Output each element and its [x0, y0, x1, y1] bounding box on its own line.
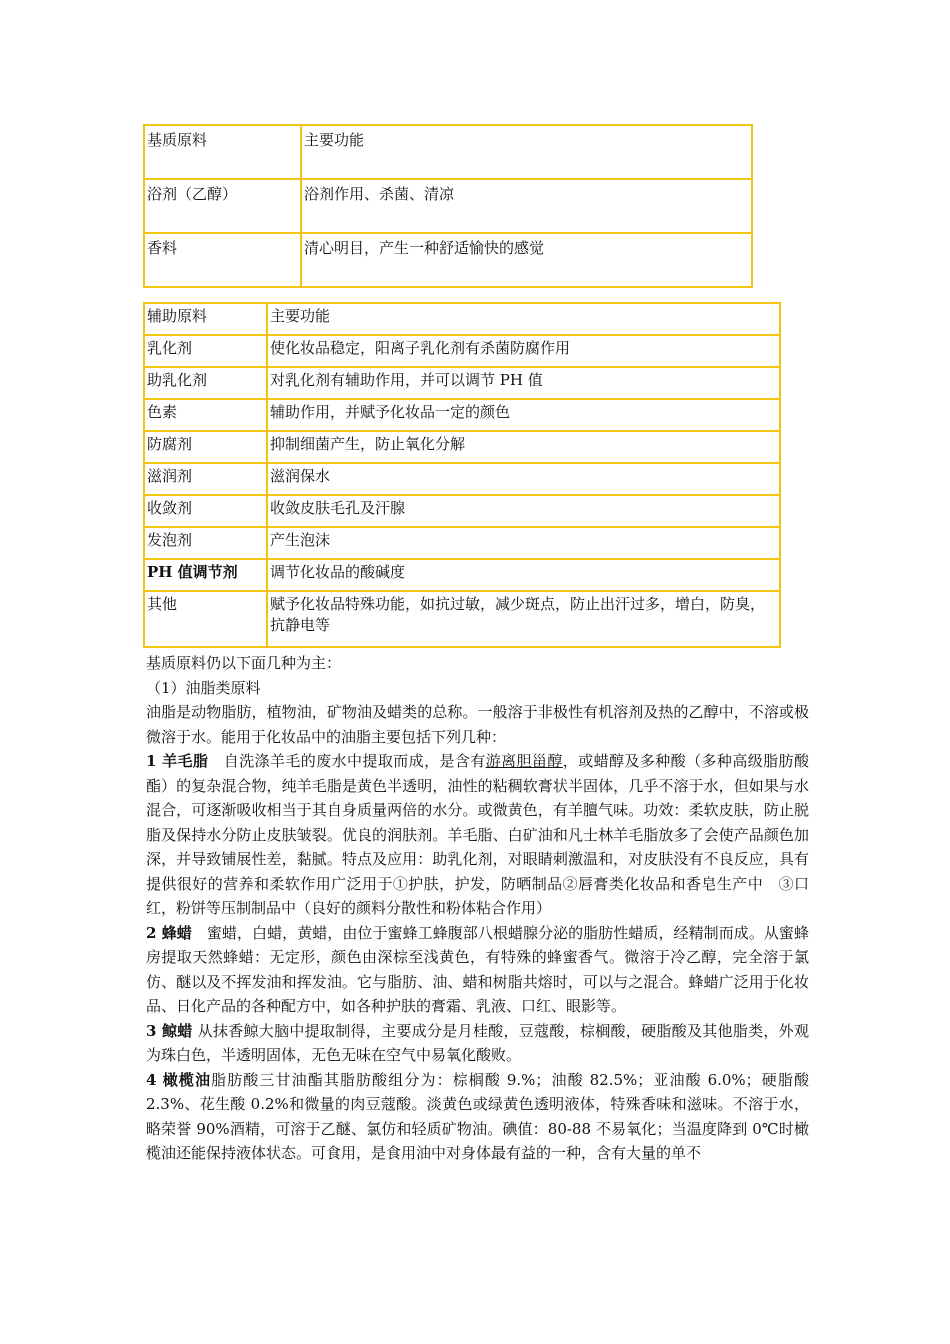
table-cell: 清心明目，产生一种舒适愉快的感觉 [301, 233, 752, 287]
table-cell: 辅助原料 [144, 303, 267, 335]
table-cell: 香料 [144, 233, 301, 287]
underlined-term: 游离胆甾醇 [485, 752, 563, 770]
auxiliary-materials-table [143, 302, 781, 648]
table-cell: 收敛皮肤毛孔及汗腺 [267, 495, 780, 527]
body-text [146, 651, 809, 1166]
table-cell: 赋予化妆品特殊功能，如抗过敏，减少斑点，防止出汗过多，增白，防臭，抗静电等 [267, 591, 780, 647]
table-row [144, 125, 752, 179]
table-cell: 抑制细菌产生，防止氧化分解 [267, 431, 780, 463]
table-row [144, 367, 780, 399]
table-cell: 使化妆品稳定，阳离子乳化剂有杀菌防腐作用 [267, 335, 780, 367]
table-cell: 主要功能 [267, 303, 780, 335]
table-row [144, 495, 780, 527]
table-row [144, 463, 780, 495]
paragraph: 油脂是动物脂肪，植物油，矿物油及蜡类的总称。一般溶于非极性有机溶剂及热的乙醇中，不溶或极微溶于水。能用于化妆品中的油脂主要包括下列几种： [146, 703, 809, 746]
table-cell: 主要功能 [301, 125, 752, 179]
table-cell: 调节化妆品的酸碱度 [267, 559, 780, 591]
table-row [144, 591, 780, 647]
item-text: 从抹香鲸大脑中提取制得，主要成分是月桂酸，豆蔻酸，棕榈酸，硬脂酸及其他脂类，外观为珠白色，半透明固体，无色无味在空气中易氧化酸败。 [146, 1021, 809, 1064]
paragraph-lanolin [146, 749, 809, 921]
item-heading: 4 橄榄油 [146, 1070, 212, 1089]
paragraph-beeswax [146, 921, 809, 1019]
table-cell: 收敛剂 [144, 495, 267, 527]
table-cell: 色素 [144, 399, 267, 431]
item-text: 脂肪酸三甘油酯其脂肪酸组分为：棕榈酸 9.%；油酸 82.5%；亚油酸 6.0%；硬脂酸 2.3%、花生酸 0.2%和微量的肉豆蔻酸。淡黄色或绿黄色透明液体，特殊香味和滋味。不溶于水，略荣誉 90%酒精，可溶于乙醚、氯仿和轻质矿物油。碘值：80-88 不易氧化；当温度降到 0℃时橄榄油还能保持液体状态。可食用，是食用油中对身体最有益的一种，含有大量的单不 [146, 1070, 809, 1162]
table-cell: 浴剂（乙醇） [144, 179, 301, 233]
table-cell: 浴剂作用、杀菌、清凉 [301, 179, 752, 233]
intro-line: 基质原料仍以下面几种为主： [146, 654, 342, 672]
table-row [144, 399, 780, 431]
table-cell: 其他 [144, 591, 267, 647]
item-text: 自洗涤羊毛的废水中提取而成，是含有 [208, 752, 486, 770]
item-heading: 3 鲸蜡 [146, 1021, 193, 1040]
item-heading: 2 蜂蜡 [146, 923, 192, 942]
table-cell: 对乳化剂有辅助作用，并可以调节 PH 值 [267, 367, 780, 399]
section-heading: （1）油脂类原料 [146, 678, 261, 697]
table-cell: 滋润剂 [144, 463, 267, 495]
item-text: ，或蜡醇及多种酸（多种高级脂肪酸酯）的复杂混合物，纯羊毛脂是黄色半透明，油性的粘稠软膏状半固体，几乎不溶于水，但如果与水混合，可逐渐吸收相当于其自身质量两倍的水分。或微黄色，有羊膻气味。功效：柔软皮肤，防止脱脂及保持水分防止皮肤皱裂。优良的润肤剂。羊毛脂、白矿油和凡士林羊毛脂放多了会使产品颜色加深，并导致铺展性差，黏腻。特点及应用：助乳化剂，对眼睛刺激温和，对皮肤没有不良反应，具有提供很好的营养和柔软作用广泛用于①护肤，护发，防晒制品②唇膏类化妆品和香皂生产中 ③口红，粉饼等压制制品中（良好的颜料分散性和粉体粘合作用） [146, 752, 809, 917]
paragraph-spermaceti [146, 1019, 809, 1068]
table-cell: 滋润保水 [267, 463, 780, 495]
table-row [144, 431, 780, 463]
table-cell: 基质原料 [144, 125, 301, 179]
base-materials-table [143, 124, 753, 288]
table-cell: 发泡剂 [144, 527, 267, 559]
table-cell: PH 值调节剂 [144, 559, 267, 591]
paragraph-olive-oil [146, 1068, 809, 1166]
table-row [144, 527, 780, 559]
table-cell: 乳化剂 [144, 335, 267, 367]
item-text: 蜜蜡，白蜡，黄蜡，由位于蜜蜂工蜂腹部八根蜡腺分泌的脂肪性蜡质，经精制而成。从蜜蜂房提取天然蜂蜡：无定形，颜色由深棕至浅黄色，有特殊的蜂蜜香气。微溶于冷乙醇，完全溶于氯仿、醚以及不挥发油和挥发油。它与脂肪、油、蜡和树脂共熔时，可以与之混合。蜂蜡广泛用于化妆品、日化产品的各种配方中，如各种护肤的膏霜、乳液、口红、眼影等。 [146, 923, 809, 1015]
table-cell: 辅助作用，并赋予化妆品一定的颜色 [267, 399, 780, 431]
table-cell: 助乳化剂 [144, 367, 267, 399]
table-row [144, 303, 780, 335]
item-heading: 1 羊毛脂 [146, 752, 209, 770]
table-row [144, 179, 752, 233]
table-row [144, 559, 780, 591]
table-row [144, 335, 780, 367]
table-cell: 产生泡沫 [267, 527, 780, 559]
table-cell: 防腐剂 [144, 431, 267, 463]
table-row [144, 233, 752, 287]
